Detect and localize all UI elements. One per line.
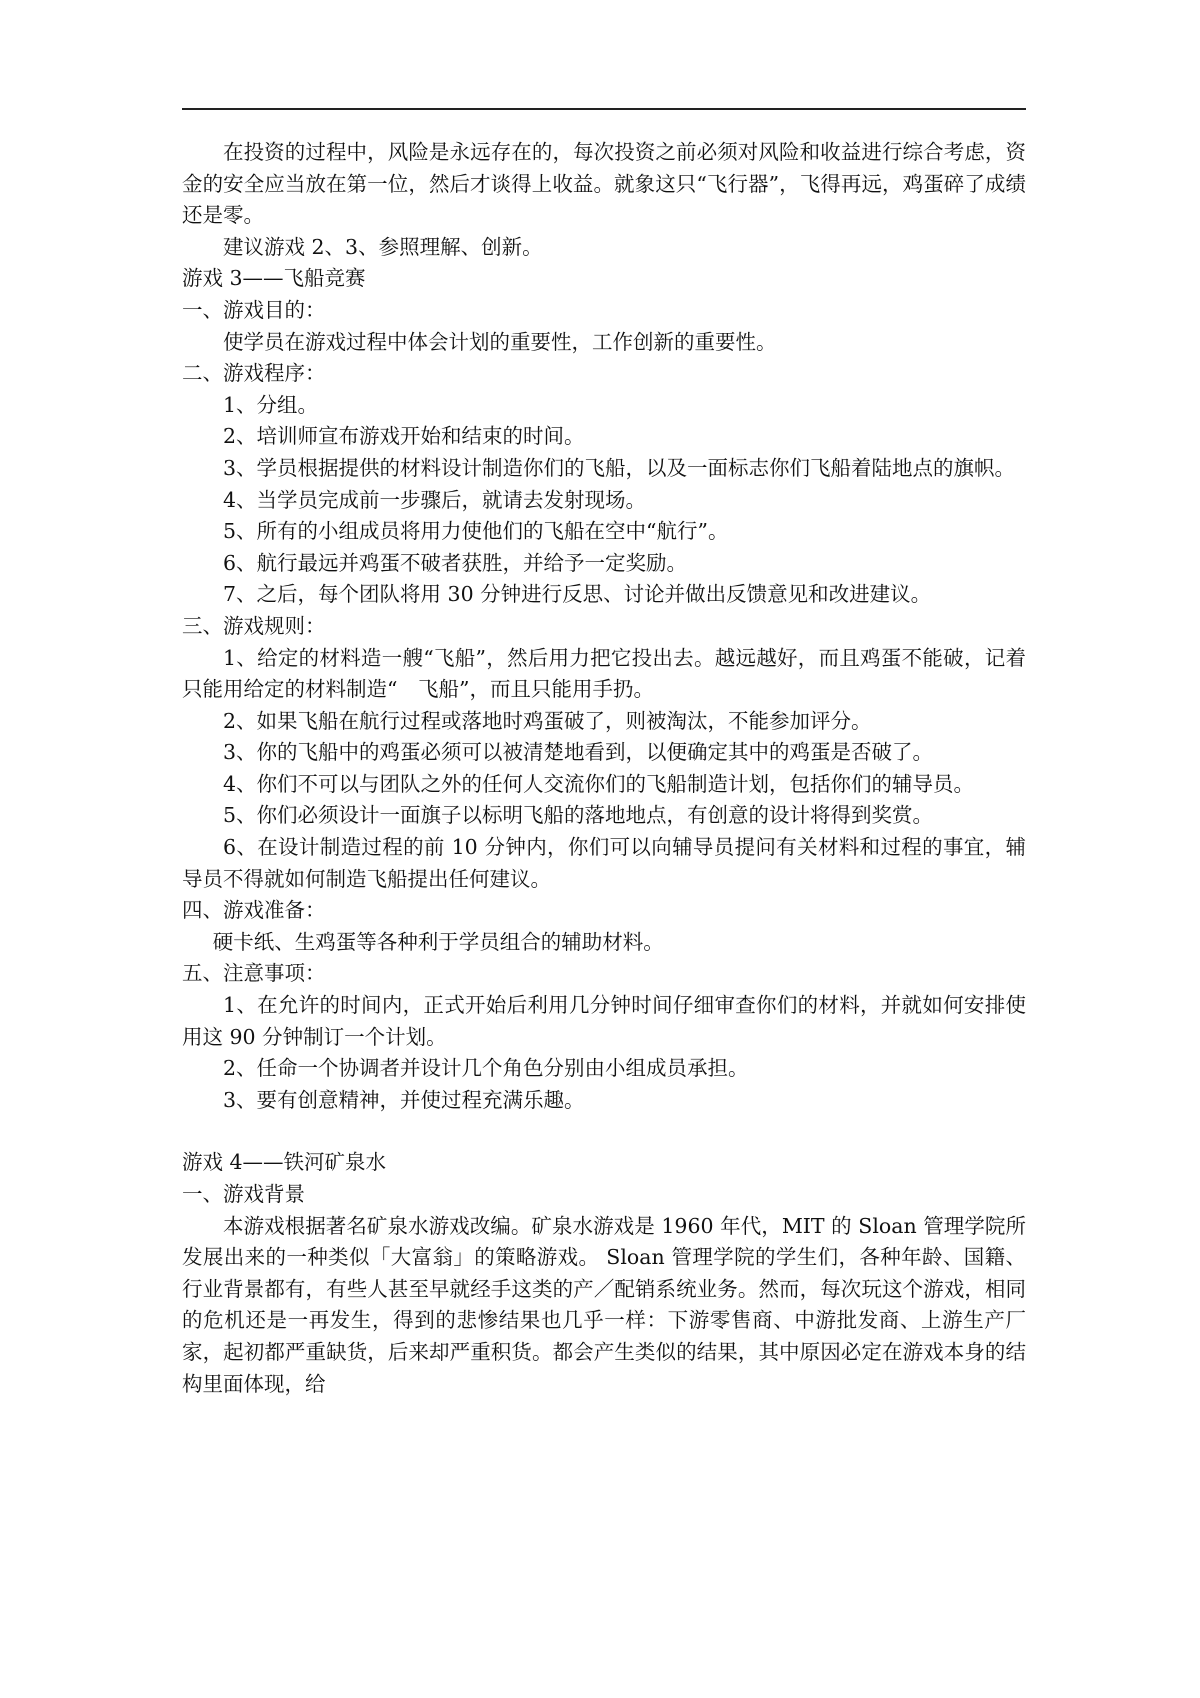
blank-line: [182, 1116, 1026, 1147]
rule-2: 2、如果飞船在航行过程或落地时鸡蛋破了，则被淘汰，不能参加评分。: [223, 708, 872, 733]
procedure-step-3: 3、学员根据提供的材料设计制造你们的飞船，以及一面标志你们飞船着陆地点的旗帜。: [223, 455, 1016, 480]
note-3: 3、要有创意精神，并使过程充满乐趣。: [223, 1087, 585, 1112]
rule-1: 1、给定的材料造一艘“飞船”，然后用力把它投出去。越远越好，而且鸡蛋不能破，记着只能用给定的材料制造“ 飞船”，而且只能用手扔。: [182, 645, 1026, 702]
document-body: [182, 137, 1026, 1400]
section-heading-rules: 三、游戏规则：: [182, 613, 326, 638]
section-heading-notes: 五、注意事项：: [182, 961, 326, 986]
procedure-step-6: 6、航行最远并鸡蛋不破者获胜，并给予一定奖励。: [223, 550, 688, 575]
note-2: 2、任命一个协调者并设计几个角色分别由小组成员承担。: [223, 1056, 749, 1081]
rule-5: 5、你们必须设计一面旗子以标明飞船的落地地点，有创意的设计将得到奖赏。: [223, 803, 934, 828]
rule-3: 3、你的飞船中的鸡蛋必须可以被清楚地看到，以便确定其中的鸡蛋是否破了。: [223, 740, 934, 765]
procedure-step-2: 2、培训师宣布游戏开始和结束的时间。: [223, 424, 585, 449]
paragraph-purpose: 使学员在游戏过程中体会计划的重要性，工作创新的重要性。: [223, 329, 777, 354]
procedure-step-7: 7、之后，每个团队将用 30 分钟进行反思、讨论并做出反馈意见和改进建议。: [223, 582, 932, 607]
paragraph-preparation: 硬卡纸、生鸡蛋等各种利于学员组合的辅助材料。: [212, 929, 664, 954]
note-1: 1、在允许的时间内，正式开始后利用几分钟时间仔细审查你们的材料，并就如何安排使用这 90 分钟制订一个计划。: [182, 993, 1026, 1049]
rule-4: 4、你们不可以与团队之外的任何人交流你们的飞船制造计划，包括你们的辅导员。: [223, 771, 975, 796]
section-heading-purpose: 一、游戏目的：: [182, 297, 326, 322]
procedure-step-1: 1、分组。: [223, 392, 319, 417]
paragraph-suggestion: 建议游戏 2、3、参照理解、创新。: [223, 234, 543, 259]
paragraph-investment-risk: 在投资的过程中，风险是永远存在的，每次投资之前必须对风险和收益进行综合考虑，资金的安全应当放在第一位，然后才谈得上收益。就象这只“飞行器”，飞得再远，鸡蛋碎了成绩还是零。: [182, 140, 1026, 228]
section-heading-background: 一、游戏背景: [182, 1182, 305, 1206]
heading-game-4: 游戏 4——铁河矿泉水: [182, 1150, 387, 1175]
heading-game-3: 游戏 3——飞船竞赛: [182, 266, 366, 291]
procedure-step-5: 5、所有的小组成员将用力使他们的飞船在空中“航行”。: [223, 519, 729, 544]
rule-6: 6、在设计制造过程的前 10 分钟内，你们可以向辅导员提问有关材料和过程的事宜，辅导员不得就如何制造飞船提出任何建议。: [182, 835, 1026, 891]
procedure-step-4: 4、当学员完成前一步骤后，就请去发射现场。: [223, 487, 647, 512]
section-heading-preparation: 四、游戏准备：: [182, 898, 326, 923]
section-heading-procedure: 二、游戏程序：: [182, 361, 326, 386]
header-rule: [182, 108, 1026, 110]
paragraph-background: 本游戏根据著名矿泉水游戏改编。矿泉水游戏是 1960 年代，MIT 的 Sloan 管理学院所发展出来的一种类似「大富翁」的策略游戏。 Sloan 管理学院的学生们，各种年龄、国籍、行业背景都有，有些人甚至早就经手这类的产／配销系统业务。然而，每次玩这个游戏，相同的危机还是一再发生，得到的悲惨结果也几乎一样：下游零售商、中游批发商、上游生产厂家，起初都严重缺货，后来却严重积货。都会产生类似的结果，其中原因必定在游戏本身的结构里面体现，给: [182, 1213, 1026, 1396]
